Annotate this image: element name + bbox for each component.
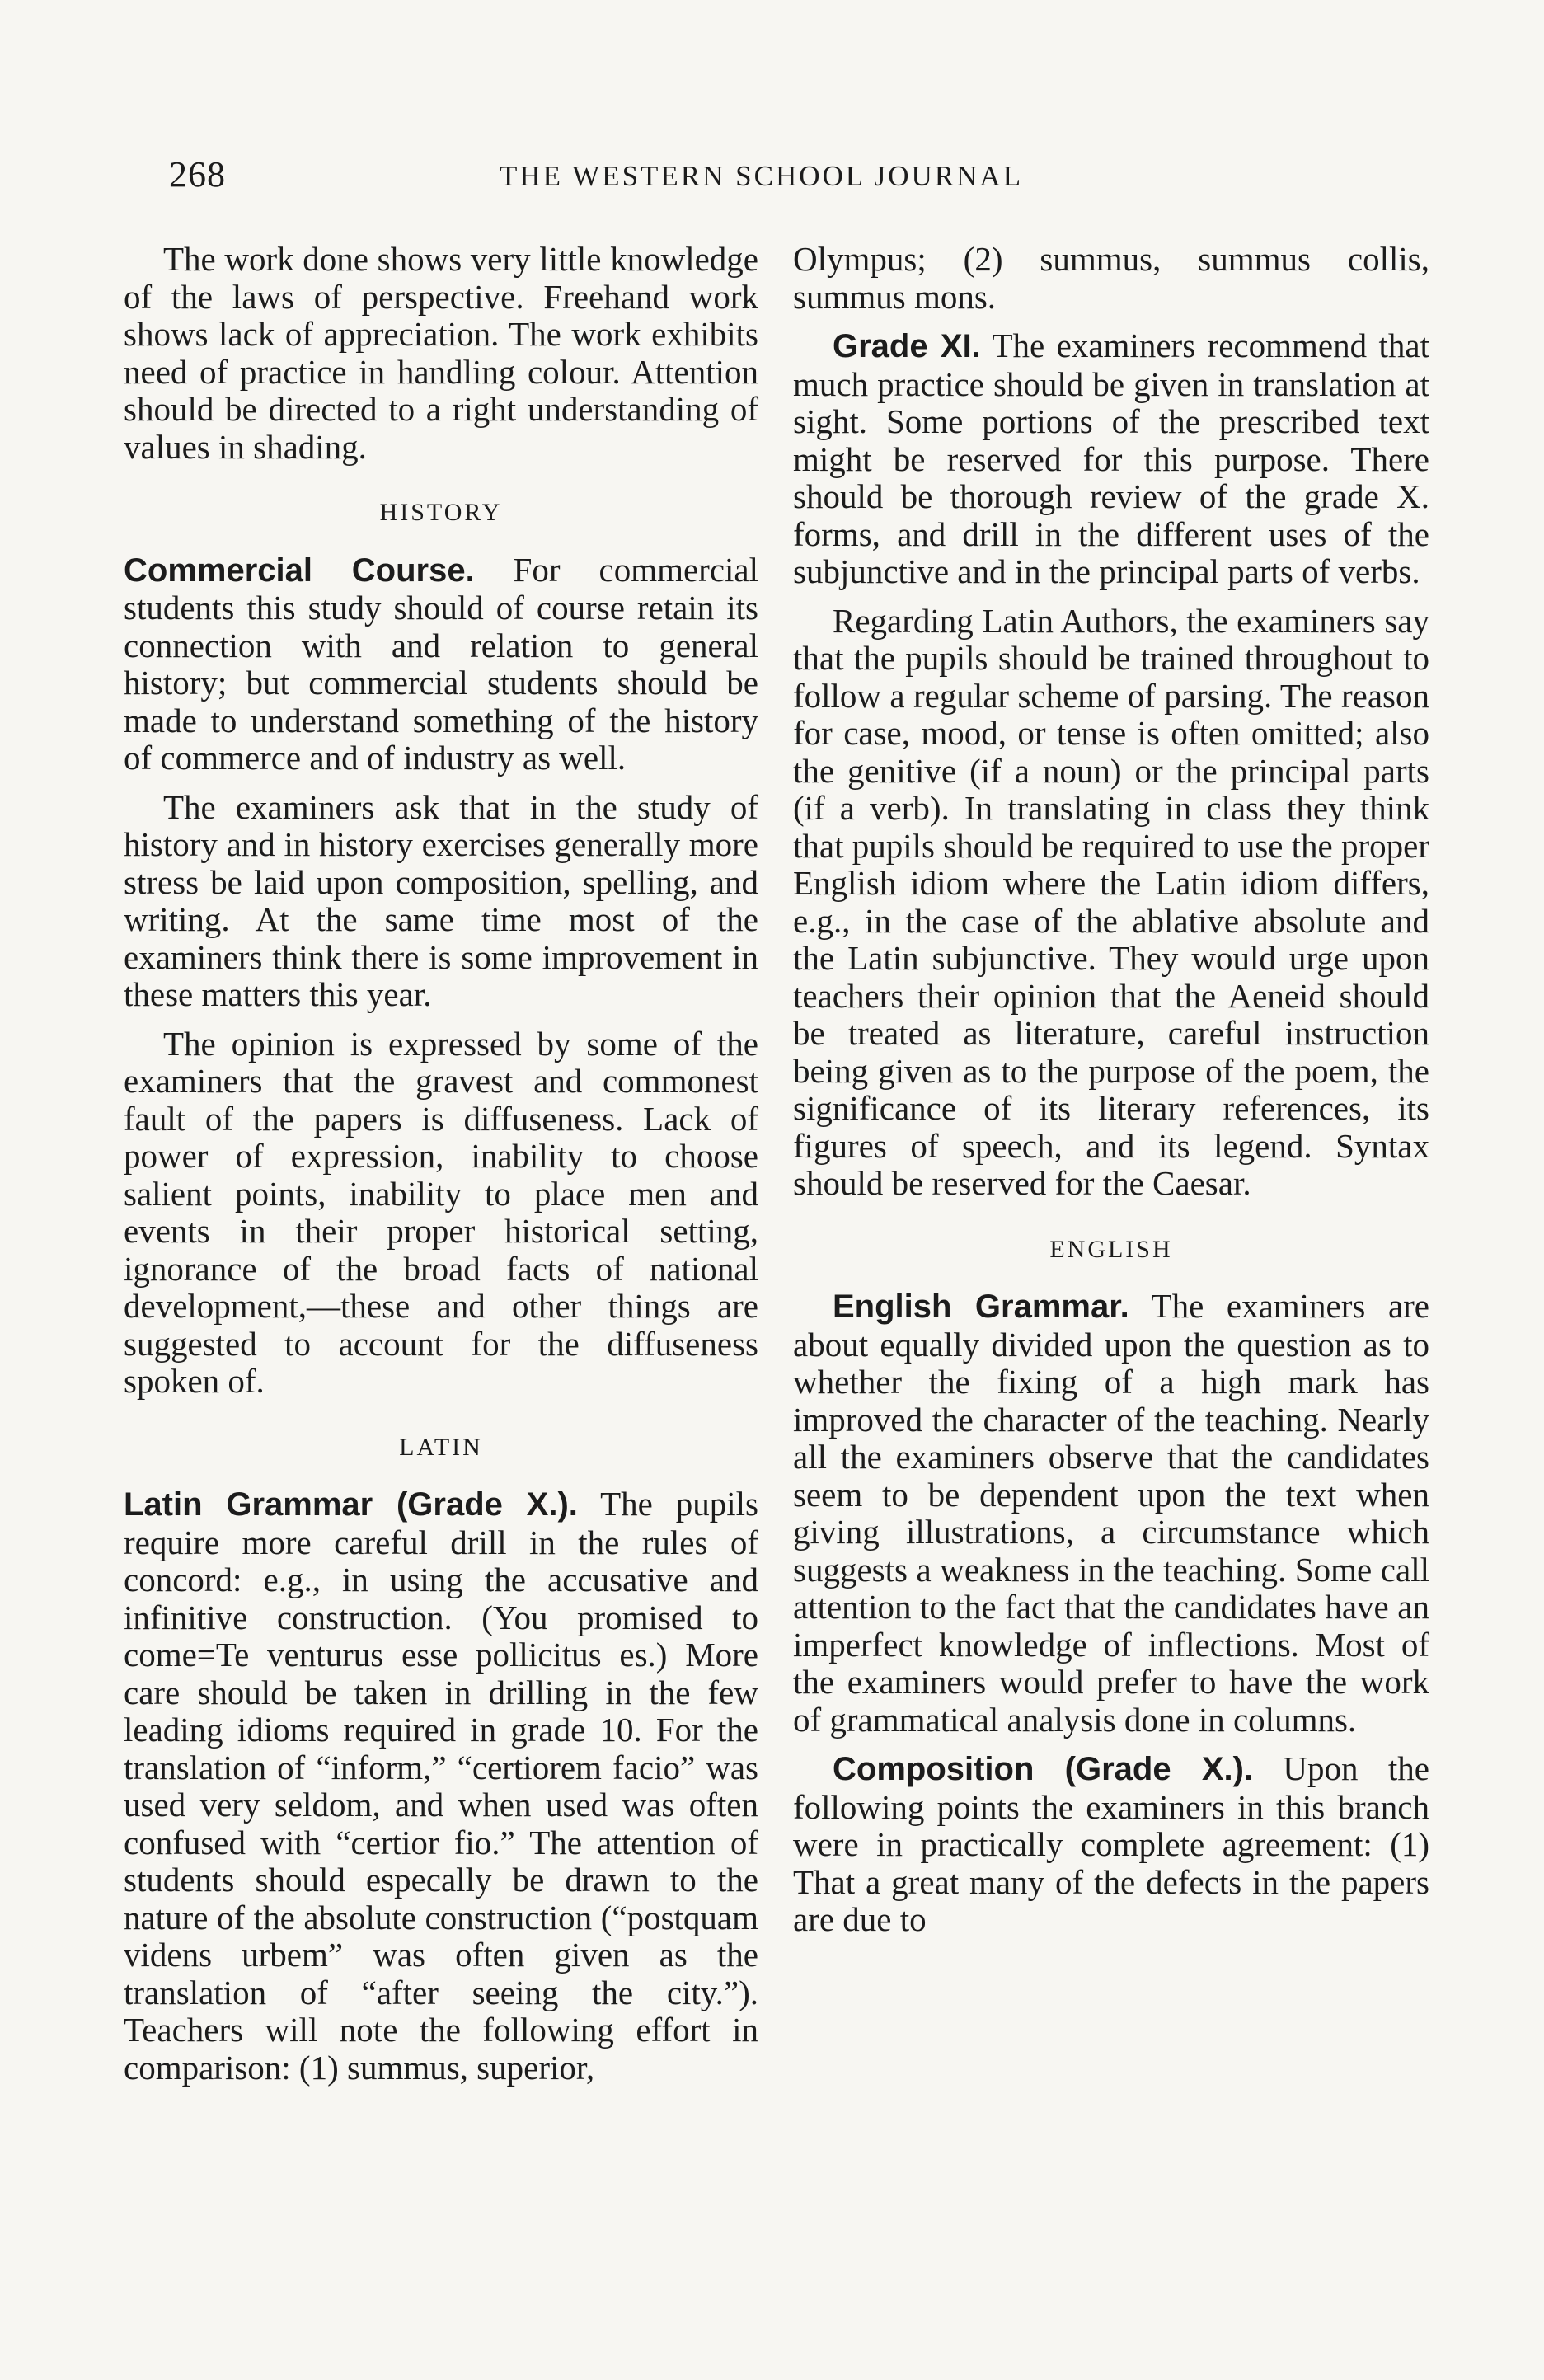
latin-grammar-paragraph: [124, 1486, 758, 2087]
english-heading: ENGLISH: [1049, 1235, 1173, 1263]
latin-authors-paragraph: Regarding Latin Authors, the examiners say that the pupils should be trained throughout to follow a regular scheme of parsing. The reason for case, mood, or tense is often omitted; also the genitive (if a noun) or the principal parts (if a verb). In translating in class they think that pupils should be required to use the proper English idiom where the Latin idiom differs, e.g., in the case of the ablative absolute and the Latin subjunctive. They would urge upon teachers their opinion that the Aeneid should be treated as literature, careful instruction being given as to the purpose of the poem, the significance of its literary references, its figures of speech, and its legend. Syntax should be reserved for the Caesar.: [793, 601, 1429, 1202]
commercial-course-text: For commercial students this study should of course retain its connection with and relation to general history; but commercial students should be made to understand something of the history of commerce and of industry as well.: [124, 550, 759, 777]
latin-heading: LATIN: [399, 1433, 483, 1461]
diffuseness-paragraph: The opinion is expressed by some of the examiners that the gravest and commonest fault of the papers is diffuseness. Lack of power of expression, inability to choose salient points, inability to place men and events in their proper historical setting, ignorance of the broad facts of national development,—these and other things are suggested to account for the diffuseness spoken of.: [124, 1024, 758, 1400]
right-column: [793, 241, 1429, 1950]
commercial-course-lead: Commercial Course.: [124, 552, 475, 589]
olympus-continuation: Olympus; (2) summus, summus collis, summus mons.: [793, 240, 1429, 316]
latin-grammar-text: The pupils require more careful drill in the rules of concord: e.g., in using the accusative and infinitive construction. (You promised to come=Te venturus esse pollicitus es.) More care should be taken in drilling in the few leading idioms required in grade 10. For the translation of “inform,” “certiorem facio” was used very seldom, and when used was often confused with “certior fio.” The attention of students should especally be drawn to the nature of the absolute construction (“postquam videns urbem” was often given as the translation of “after seeing the city.”). Teachers will note the following effort in comparison: (1) summus, superior,: [124, 1485, 758, 2087]
english-grammar-lead: English Grammar.: [833, 1289, 1129, 1325]
page-number: 268: [169, 154, 226, 195]
grade-xi-lead: Grade XI.: [833, 328, 981, 364]
composition-paragraph: [793, 1750, 1429, 1939]
composition-text: Upon the following points the examiners in this branch were in practically complete agreement: (1) That a great many of the defects in the papers are due to: [793, 1749, 1429, 1938]
grade-xi-text: The examiners recommend that much practice should be given in translation at sight. Some portions of the prescribed text might be reserved for this purpose. There should be thorough review of the grade X. forms, and drill in the different uses of the subjunctive and in the principal parts of verbs.: [793, 326, 1430, 590]
perspective-paragraph: The work done shows very little knowledge of the laws of perspective. Freehand work shows lack of appreciation. The work exhibits need of practice in handling colour. Attention should be directed to a right understanding of values in shading.: [124, 240, 758, 466]
commercial-course-paragraph: [124, 552, 758, 777]
english-grammar-paragraph: [793, 1288, 1429, 1739]
composition-lead: Composition (Grade X.).: [833, 1751, 1254, 1787]
grade-xi-paragraph: [793, 327, 1429, 591]
left-column: [124, 241, 758, 2098]
history-stress-paragraph: The examiners ask that in the study of history and in history exercises generally more stress be laid upon composition, spelling, and writing. At the same time most of the examiners think there is some improvement in these matters this year.: [124, 787, 758, 1013]
history-heading: HISTORY: [379, 499, 503, 526]
latin-grammar-lead: Latin Grammar (Grade X.).: [124, 1486, 578, 1523]
running-head: THE WESTERN SCHOOL JOURNAL: [500, 160, 1024, 192]
english-grammar-text: The examiners are about equally divided upon the question as to whether the fixing of a high mark has improved the character of the teaching. Nearly all the examiners observe that the candidates seem to be dependent upon the text when giving illustrations, a circumstance which suggests a weakness in the teaching. Some call attention to the fact that the candidates have an imperfect knowledge of inflections. Most of the examiners would prefer to have the work of grammatical analysis done in columns.: [793, 1287, 1429, 1739]
